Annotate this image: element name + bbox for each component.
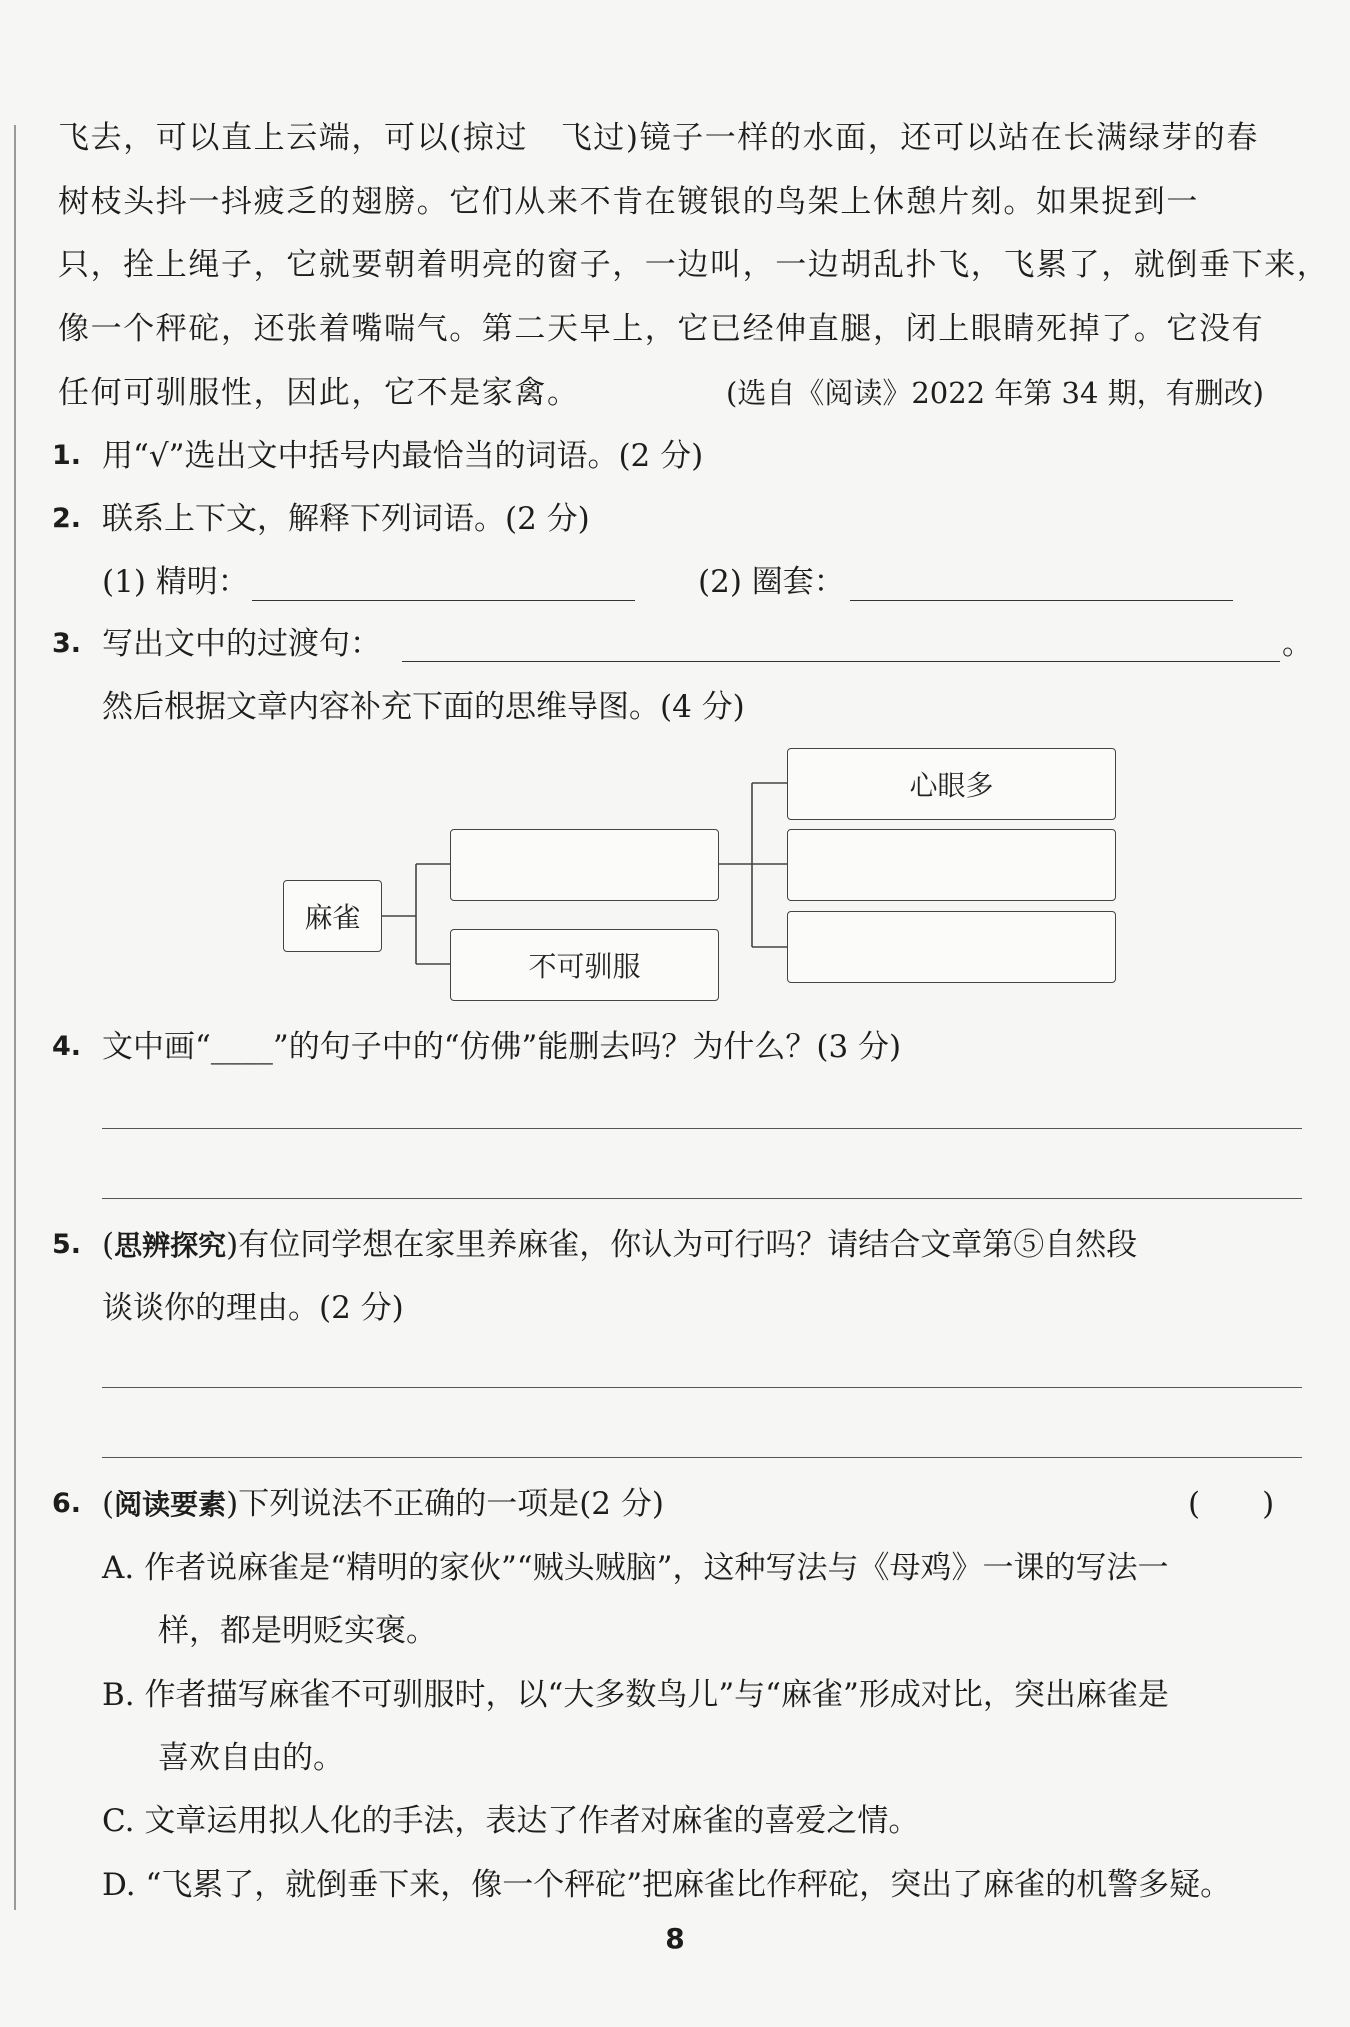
passage-source: (选自《阅读》2022 年第 34 期，有删改): [726, 376, 1264, 410]
q6-line1: [102, 1484, 664, 1525]
q6-tag: 阅读要素: [114, 1488, 227, 1521]
q4-answer-line-1[interactable]: [102, 1128, 1302, 1129]
q5-number: 5.: [52, 1229, 82, 1260]
q2-number: 2.: [52, 503, 82, 534]
q2-item1-label: (1) 精明：: [102, 564, 249, 600]
q3-end-mark: 。: [1282, 626, 1313, 662]
mindmap-leaf2-box[interactable]: [787, 829, 1116, 901]
q4-text: 文中画“____”的句子中的“仿佛”能删去吗？为什么？(3 分): [102, 1029, 902, 1065]
q6-option-b-line1: B. 作者描写麻雀不可驯服时，以“大多数鸟儿”与“麻雀”形成对比，突出麻雀是: [102, 1677, 1169, 1713]
q2-item2-blank[interactable]: [850, 600, 1233, 601]
q1-number: 1.: [52, 440, 82, 471]
q6-text: )下列说法不正确的一项是(2 分): [226, 1486, 664, 1522]
mindmap-branch2-box: 不可驯服: [450, 929, 719, 1001]
q2-text: 联系上下文，解释下列词语。(2 分): [102, 501, 590, 537]
q6-answer-bracket[interactable]: ( ): [1188, 1486, 1275, 1522]
q3-text2: 然后根据文章内容补充下面的思维导图。(4 分): [102, 689, 745, 725]
left-margin-line: [14, 125, 16, 1910]
q6-open-paren: (: [102, 1486, 115, 1522]
q3-number: 3.: [52, 628, 82, 659]
q6-option-a-line2: 样，都是明贬实褒。: [158, 1613, 437, 1649]
passage-line-1: 飞去，可以直上云端，可以(掠过 飞过)镜子一样的水面，还可以站在长满绿芽的春: [58, 120, 1259, 156]
q2-item2-label: (2) 圈套：: [698, 564, 845, 600]
passage-line-5: 任何可驯服性，因此，它不是家禽。: [58, 375, 580, 411]
mindmap-branch1-box[interactable]: [450, 829, 719, 901]
q5-tag: 思辨探究: [114, 1229, 227, 1262]
q5-answer-line-1[interactable]: [102, 1387, 1302, 1388]
q6-number: 6.: [52, 1488, 82, 1519]
q6-option-d: D. “飞累了，就倒垂下来，像一个秤砣”把麻雀比作秤砣，突出了麻雀的机警多疑。: [102, 1867, 1232, 1903]
mindmap-leaf1-box: 心眼多: [787, 748, 1116, 820]
q4-answer-line-2[interactable]: [102, 1198, 1302, 1199]
mindmap-root-box: 麻雀: [283, 880, 382, 952]
q6-option-a-line1: A. 作者说麻雀是“精明的家伙”“贼头贼脑”，这种写法与《母鸡》一课的写法一: [102, 1550, 1169, 1586]
q5-text2: 谈谈你的理由。(2 分): [102, 1290, 404, 1326]
q5-line1: [102, 1225, 1137, 1266]
q1-text: 用“√”选出文中括号内最恰当的词语。(2 分): [102, 438, 704, 474]
q5-text: )有位同学想在家里养麻雀，你认为可行吗？请结合文章第⑤自然段: [226, 1227, 1138, 1263]
passage-line-4: 像一个秤砣，还张着嘴喘气。第二天早上，它已经伸直腿，闭上眼睛死掉了。它没有: [58, 311, 1265, 347]
q4-number: 4.: [52, 1031, 82, 1062]
mindmap-leaf3-box[interactable]: [787, 911, 1116, 983]
q6-option-c: C. 文章运用拟人化的手法，表达了作者对麻雀的喜爱之情。: [102, 1803, 920, 1839]
passage-line-2: 树枝头抖一抖疲乏的翅膀。它们从来不肯在镀银的鸟架上休憩片刻。如果捉到一: [58, 184, 1199, 220]
q5-open-paren: (: [102, 1227, 115, 1263]
q2-item1-blank[interactable]: [252, 600, 635, 601]
page-number: 8: [665, 1922, 685, 1955]
q3-answer-blank[interactable]: [402, 661, 1280, 662]
q6-option-b-line2: 喜欢自由的。: [158, 1740, 344, 1776]
q3-text: 写出文中的过渡句：: [102, 626, 381, 662]
q5-answer-line-2[interactable]: [102, 1457, 1302, 1458]
passage-line-3: 只，拴上绳子，它就要朝着明亮的窗子，一边叫，一边胡乱扑飞，飞累了，就倒垂下来，: [58, 247, 1330, 283]
